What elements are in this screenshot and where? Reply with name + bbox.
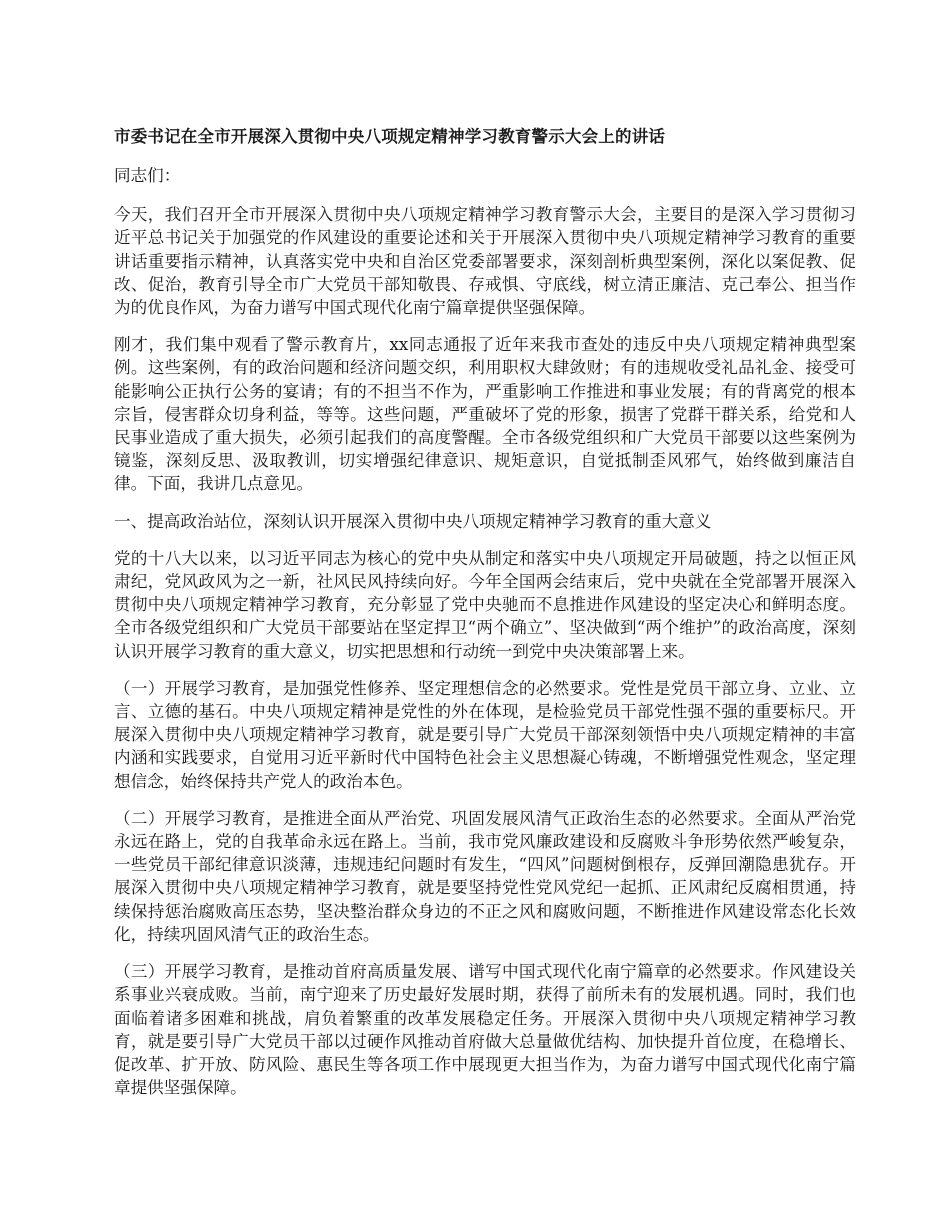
paragraph-section-one: 党的十八大以来，以习近平同志为核心的党中央从制定和落实中央八项规定开局破题，持之以恒正风肃纪，党风政风为之一新，社风民风持续向好。今年全国两会结束后，党中央就在全党部署开展深入贯彻中央八项规定精神学习教育，充分彰显了党中央驰而不息推进作风建设的坚定决心和鲜明态度。全市各级党组织和广大党员干部要站在坚定捍卫“两个确立”、坚决做到“两个维护”的政治高度，深刻认识开展学习教育的重大意义，切实把思想和行动统一到党中央决策部署上来。 [114, 548, 856, 661]
paragraph-intro: 今天，我们召开全市开展深入贯彻中央八项规定精神学习教育警示大会，主要目的是深入学习贯彻习近平总书记关于加强党的作风建设的重要论述和关于开展深入贯彻中央八项规定精神学习教育的重要讲话重要指示精神，认真落实党中央和自治区党委部署要求，深刻剖析典型案例，深化以案促教、促改、促治，教育引导全市广大党员干部知敬畏、存戒惧、守底线，树立清正廉洁、克己奉公、担当作为的优良作风，为奋力谱写中国式现代化南宁篇章提供坚强保障。 [114, 205, 856, 318]
document-page [114, 126, 856, 1113]
section-heading-one: 一、提高政治站位，深刻认识开展深入贯彻中央八项规定精神学习教育的重大意义 [114, 511, 712, 531]
paragraph-point-three: （三）开展学习教育，是推动首府高质量发展、谱写中国式现代化南宁篇章的必然要求。作风建设关系事业兴衰成败。当前，南宁迎来了历史最好发展时期，获得了前所未有的发展机遇。同时，我们也面临着诸多困难和挑战，肩负着繁重的改革发展稳定任务。开展深入贯彻中央八项规定精神学习教育，就是要引导广大党员干部以过硬作风推动首府做大总量做优结构、加快提升首位度，在稳增长、促改革、扩开放、防风险、惠民生等各项工作中展现更大担当作为，为奋力谱写中国式现代化南宁篇章提供坚强保障。 [114, 962, 856, 1098]
paragraph-point-one: （一）开展学习教育，是加强党性修养、坚定理想信念的必然要求。党性是党员干部立身、立业、立言、立德的基石。中央八项规定精神是党性的外在体现，是检验党员干部党性强不强的重要标尺。开展深入贯彻中央八项规定精神学习教育，就是要引导广大党员干部深刻领悟中央八项规定精神的丰富内涵和实践要求，自觉用习近平新时代中国特色社会主义思想凝心铸魂，不断增强党性观念，坚定理想信念，始终保持共产党人的政治本色。 [114, 678, 856, 791]
document-title: 市委书记在全市开展深入贯彻中央八项规定精神学习教育警示大会上的讲话 [114, 127, 666, 146]
salutation: 同志们： [114, 166, 181, 185]
paragraph-point-two: （二）开展学习教育，是推进全面从严治党、巩固发展风清气正政治生态的必然要求。全面从严治党永远在路上，党的自我革命永远在路上。当前，我市党风廉政建设和反腐败斗争形势依然严峻复杂，一些党员干部纪律意识淡薄，违规违纪问题时有发生，“四风”问题树倒根存，反弹回潮隐患犹存。开展深入贯彻中央八项规定精神学习教育，就是要坚持党性党风党纪一起抓、正风肃纪反腐相贯通，持续保持惩治腐败高压态势，坚决整治群众身边的不正之风和腐败问题，不断推进作风建设常态化长效化，持续巩固风清气正的政治生态。 [114, 808, 856, 944]
paragraph-cases: 刚才，我们集中观看了警示教育片，xx同志通报了近年来我市查处的违反中央八项规定精神典型案例。这些案例，有的政治问题和经济问题交织，利用职权大肆敛财；有的违规收受礼品礼金、接受可能影响公正执行公务的宴请；有的不担当不作为，严重影响工作推进和事业发展；有的背离党的根本宗旨，侵害群众切身利益，等等。这些问题，严重破坏了党的形象，损害了党群干群关系，给党和人民事业造成了重大损失，必须引起我们的高度警醒。全市各级党组织和广大党员干部要以这些案例为镜鉴，深刻反思、汲取教训，切实增强纪律意识、规矩意识，自觉抵制歪风邪气，始终做到廉洁自律。下面，我讲几点意见。 [114, 335, 856, 494]
